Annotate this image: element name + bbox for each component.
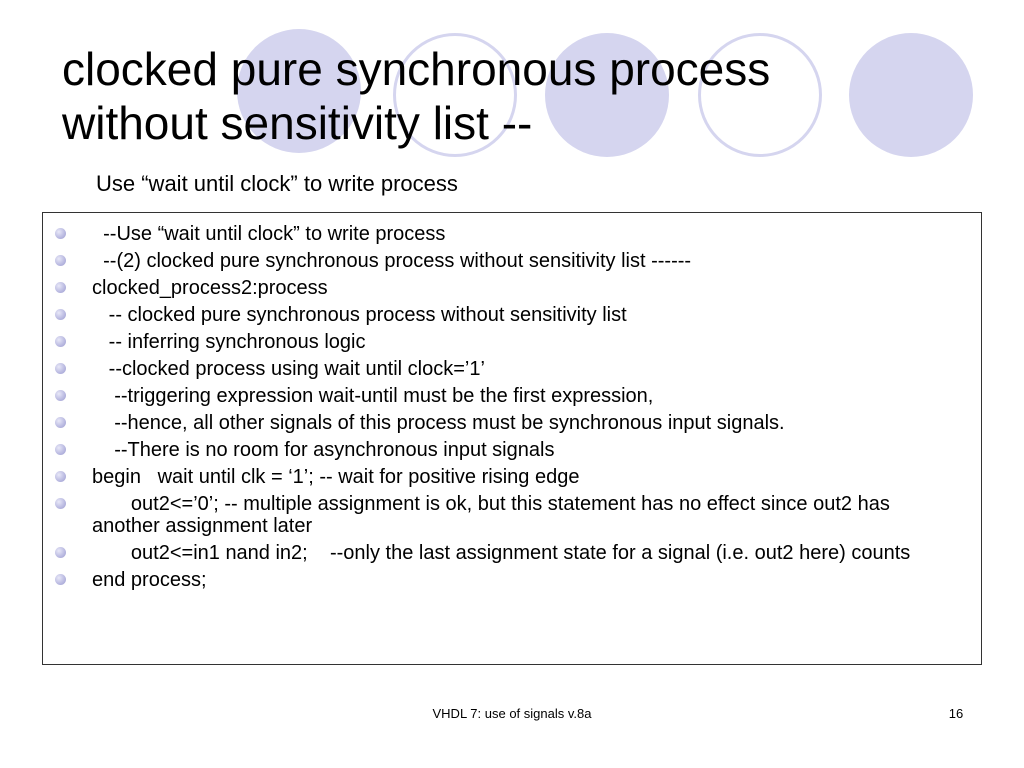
- bullet-item: [43, 277, 981, 299]
- bullet-text: -- clocked pure synchronous process without sensitivity list: [92, 304, 627, 326]
- bullet-text: out2<=’0’; -- multiple assignment is ok, but this statement has no effect since out2 has another assignment later: [92, 493, 896, 537]
- bullet-text: --clocked process using wait until clock=’1’: [92, 358, 485, 380]
- bullet-text: clocked_process2:process: [92, 277, 328, 299]
- bullet-dot-icon: [55, 228, 66, 239]
- bullet-dot-icon: [55, 574, 66, 585]
- footer-title: VHDL 7: use of signals v.8a: [432, 706, 592, 721]
- bullet-text: --hence, all other signals of this process must be synchronous input signals.: [92, 412, 785, 434]
- bullet-dot-icon: [55, 417, 66, 428]
- bullet-dot-icon: [55, 309, 66, 320]
- bullet-text: out2<=in1 nand in2; --only the last assignment state for a signal (i.e. out2 here) counts: [92, 542, 911, 564]
- bullet-dot-icon: [55, 471, 66, 482]
- bullet-dot-icon: [55, 363, 66, 374]
- bullet-dot-icon: [55, 282, 66, 293]
- bullet-text: begin wait until clk = ‘1’; -- wait for positive rising edge: [92, 466, 580, 488]
- bullet-text: end process;: [92, 569, 207, 591]
- bullet-item: [43, 412, 981, 434]
- slide-title: clocked pure synchronous process without sensitivity list --: [62, 43, 771, 149]
- bullet-item: [43, 493, 981, 537]
- bullet-text: --(2) clocked pure synchronous process without sensitivity list ------: [92, 250, 692, 272]
- bullet-item: [43, 331, 981, 353]
- deco-circle: [849, 33, 973, 157]
- page-number: 16: [948, 706, 964, 721]
- bullet-item: [43, 250, 981, 272]
- bullet-dot-icon: [55, 547, 66, 558]
- bullet-dot-icon: [55, 255, 66, 266]
- bullet-item: [43, 385, 981, 407]
- bullet-dot-icon: [55, 444, 66, 455]
- bullet-item: [43, 542, 981, 564]
- bullet-dot-icon: [55, 336, 66, 347]
- bullet-list: [43, 223, 981, 591]
- bullet-item: [43, 358, 981, 380]
- bullet-item: [43, 223, 981, 245]
- bullet-text: --Use “wait until clock” to write process: [92, 223, 446, 245]
- bullet-dot-icon: [55, 498, 66, 509]
- content-box: [42, 212, 982, 665]
- bullet-text: --triggering expression wait-until must be the first expression,: [92, 385, 654, 407]
- bullet-item: [43, 439, 981, 461]
- bullet-dot-icon: [55, 390, 66, 401]
- slide-subtitle: Use “wait until clock” to write process: [96, 171, 458, 196]
- bullet-item: [43, 304, 981, 326]
- bullet-item: [43, 466, 981, 488]
- bullet-text: -- inferring synchronous logic: [92, 331, 366, 353]
- bullet-text: --There is no room for asynchronous input signals: [92, 439, 555, 461]
- bullet-item: [43, 569, 981, 591]
